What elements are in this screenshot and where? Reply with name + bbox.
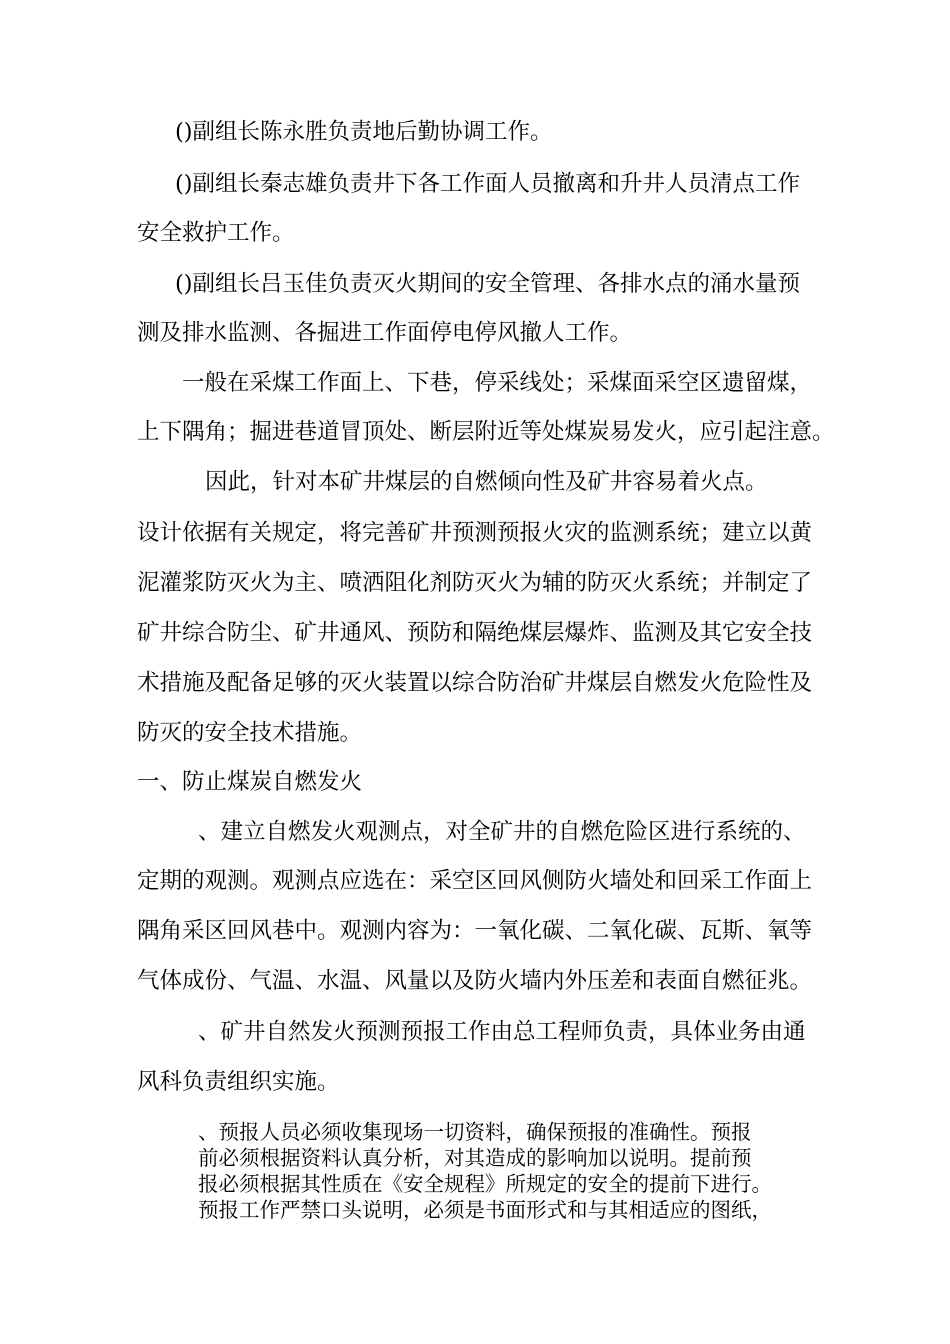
text-line: 上下隅角；掘进巷道冒顶处、断层附近等处煤炭易发火，应引起注意。: [137, 419, 835, 445]
text-line: 隅角采区回风巷中。观测内容为：一氧化碳、二氧化碳、瓦斯、氧等: [137, 918, 813, 944]
text-line: 、建立自燃发火观测点，对全矿井的自燃危险区进行系统的、: [198, 819, 806, 845]
text-line: ()副组长陈永胜负责地后勤协调工作。: [175, 119, 553, 145]
text-line: 前必须根据资料认真分析，对其造成的影响加以说明。提前预: [198, 1146, 752, 1170]
text-line: 预报工作严禁口头说明，必须是书面形式和与其相适应的图纸，: [198, 1198, 772, 1222]
text-line: ()副组长吕玉佳负责灭火期间的安全管理、各排水点的涌水量预: [175, 271, 801, 297]
text-line: 、矿井自然发火预测预报工作由总工程师负责，具体业务由通: [198, 1019, 806, 1045]
text-line: 风科负责组织实施。: [137, 1069, 340, 1095]
text-line: 术措施及配备足够的灭火装置以综合防治矿井煤层自燃发火危险性及: [137, 670, 813, 696]
text-line: 安全救护工作。: [137, 220, 295, 246]
text-line: 气体成份、气温、水温、风量以及防火墙内外压差和表面自燃征兆。: [137, 968, 813, 994]
text-line: 泥灌浆防灭火为主、喷洒阻化剂防灭火为辅的防灭火系统；并制定了: [137, 570, 813, 596]
text-line: 测及排水监测、各掘进工作面停电停风撤人工作。: [137, 320, 633, 346]
text-line: 、预报人员必须收集现场一切资料，确保预报的准确性。预报: [198, 1120, 752, 1144]
text-line: 因此，针对本矿井煤层的自燃倾向性及矿井容易着火点。: [205, 469, 768, 495]
text-line: 一般在采煤工作面上、下巷，停采线处；采煤面采空区遗留煤，: [182, 370, 813, 396]
text-line: 矿井综合防尘、矿井通风、预防和隔绝煤层爆炸、监测及其它安全技: [137, 620, 813, 646]
heading-line: 一、防止煤炭自燃发火: [137, 769, 363, 795]
text-line: 报必须根据其性质在《安全规程》所规定的安全的提前下进行。: [198, 1172, 772, 1196]
text-line: 设计依据有关规定，将完善矿井预测预报火灾的监测系统；建立以黄: [137, 520, 813, 546]
text-line: 定期的观测。观测点应选在：采空区回风侧防火墙处和回采工作面上: [137, 868, 813, 894]
text-line: ()副组长秦志雄负责井下各工作面人员撤离和升井人员清点工作: [175, 171, 801, 197]
text-line: 防灭的安全技术措施。: [137, 720, 363, 746]
